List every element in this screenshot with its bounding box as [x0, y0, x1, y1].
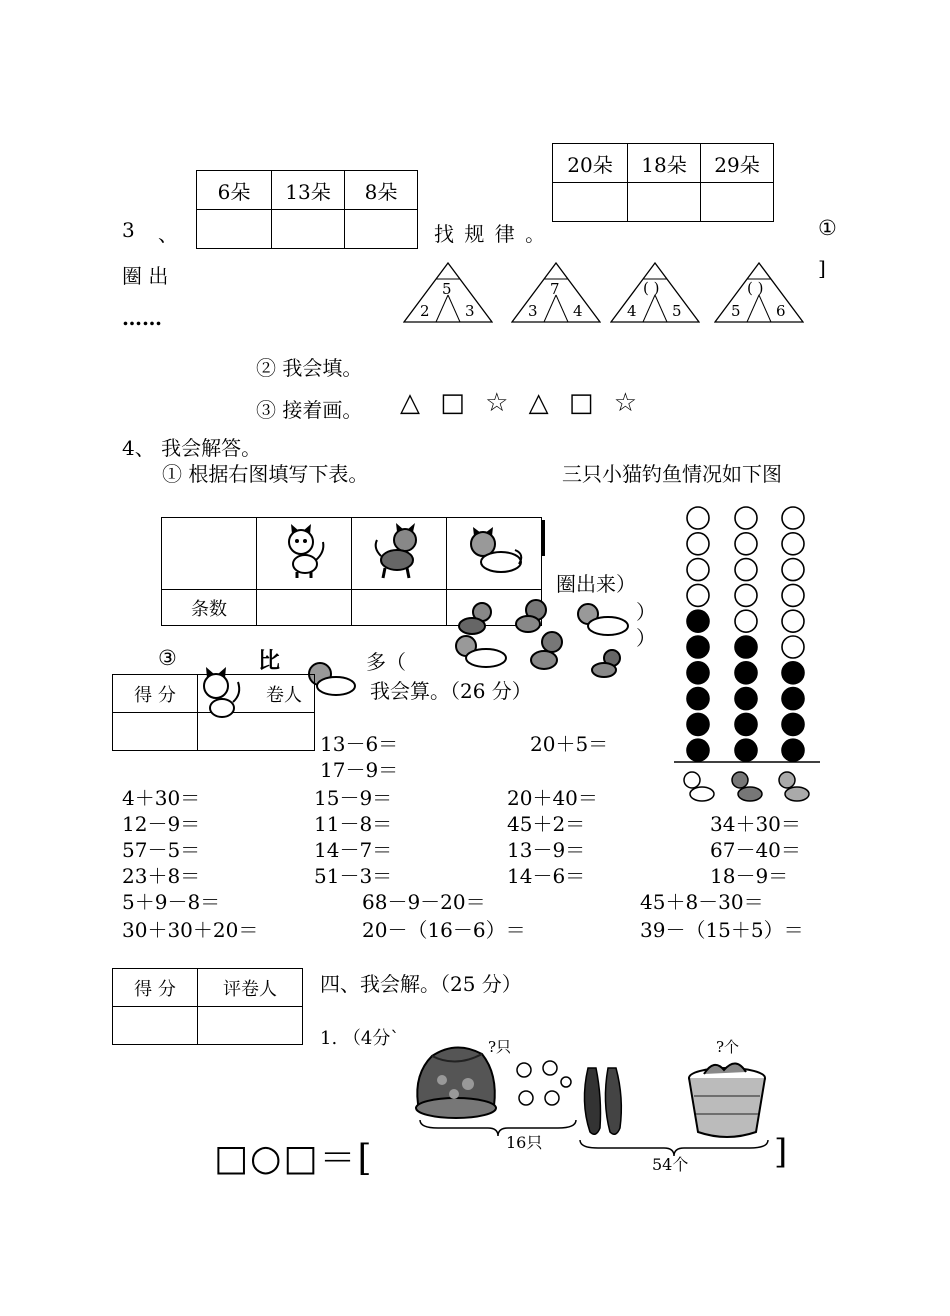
equation-close: ] — [774, 1132, 788, 1172]
tri-left: 3 — [528, 302, 538, 320]
calc-item[interactable]: 13－9＝ — [507, 838, 586, 862]
kitten-2-icon[interactable] — [452, 600, 498, 636]
bead-empty — [687, 533, 709, 555]
kitten-2-icon[interactable] — [510, 598, 554, 634]
bead-empty — [782, 559, 804, 581]
bead-filled — [782, 688, 804, 710]
tri-top: 5 — [442, 280, 452, 298]
calc-item[interactable]: 57－5＝ — [122, 838, 201, 862]
bead-empty — [782, 507, 804, 529]
tri-left: 2 — [420, 302, 430, 320]
circled-three: ③ — [158, 646, 177, 670]
q4-sub1: ① 根据右图填写下表。 — [162, 462, 369, 486]
bead-filled — [782, 713, 804, 735]
answer-cell[interactable] — [257, 590, 352, 626]
tri-right: 4 — [573, 302, 583, 320]
abacus-chart — [672, 500, 832, 810]
kitten-2-icon[interactable] — [524, 630, 570, 674]
chicks-icon — [512, 1058, 572, 1114]
bead-empty — [687, 507, 709, 529]
bead-empty — [735, 533, 757, 555]
calc-item[interactable]: 11－8＝ — [314, 812, 393, 836]
equation[interactable]: □○□＝[ — [214, 1138, 374, 1179]
label-16: 16只 — [506, 1133, 543, 1152]
shape-sequence: △ □ ☆ △ □ ☆ — [400, 388, 644, 418]
q3-dun: 、 — [158, 222, 178, 246]
bead-filled — [687, 688, 709, 710]
section3-title: 我会算。（26 分） — [370, 679, 532, 703]
bead-filled — [735, 662, 757, 684]
calc-item[interactable]: 34＋30＝ — [710, 812, 801, 836]
compare-label: 比 — [258, 648, 281, 674]
bead-filled — [735, 636, 757, 658]
brace-16 — [418, 1118, 578, 1138]
calc-item[interactable]: 14－6＝ — [507, 864, 586, 888]
calc-item[interactable]: 20＋5＝ — [530, 732, 609, 756]
kitten-1-icon — [279, 522, 329, 580]
bead-empty — [782, 636, 804, 658]
tri-top[interactable]: ( ) — [747, 279, 764, 297]
calc-item[interactable]: 20＋40＝ — [507, 786, 598, 810]
score-cell[interactable] — [113, 1007, 198, 1045]
calc-item[interactable]: 13－6＝ — [320, 732, 399, 756]
kitten-3-icon[interactable] — [572, 600, 632, 638]
bead-empty — [735, 584, 757, 606]
circle-out-label: 圈 出 — [122, 264, 169, 288]
chick-cage-icon — [412, 1034, 500, 1122]
score-label: 得 分 — [113, 969, 198, 1007]
tri-left: 4 — [627, 302, 637, 320]
kitten-1-icon — [684, 772, 714, 801]
flower-cell: 6朵 — [197, 171, 272, 210]
kitten-3-icon — [463, 526, 525, 576]
chick-question: ?只 — [488, 1038, 512, 1056]
grader-label: 评卷人 — [198, 969, 303, 1007]
bracket: ] — [818, 256, 826, 280]
calc-item[interactable]: 17－9＝ — [320, 758, 399, 782]
eggplant-icon — [578, 1062, 628, 1140]
calc-item[interactable]: 68－9－20＝ — [362, 890, 486, 914]
section4-title: 四、我会解。（25 分） — [320, 972, 522, 996]
tri-right: 5 — [672, 302, 682, 320]
q4-title: 4、 我会解答。 — [122, 436, 262, 460]
answer-cell[interactable] — [197, 210, 272, 249]
kitten-cell — [352, 518, 447, 590]
bead-empty — [687, 559, 709, 581]
calc-item[interactable]: 18－9＝ — [710, 864, 789, 888]
bead-filled — [687, 739, 709, 761]
kitten-3-icon[interactable] — [450, 632, 510, 670]
label-54: 54个 — [652, 1155, 689, 1174]
kitten-2-icon[interactable] — [588, 648, 628, 678]
tri-left: 5 — [731, 302, 741, 320]
bead-filled — [687, 662, 709, 684]
basket-icon — [684, 1056, 770, 1140]
answer-cell[interactable] — [345, 210, 418, 249]
right-title: 三只小猫钓鱼情况如下图 — [562, 462, 782, 486]
circled-one: ① — [818, 216, 837, 240]
calc-item[interactable]: 20－（16－6）＝ — [362, 918, 526, 942]
calc-item[interactable]: 30＋30＋20＝ — [122, 918, 259, 942]
bead-filled — [782, 739, 804, 761]
calc-item[interactable]: 39－（15＋5）＝ — [640, 918, 804, 942]
bead-empty — [782, 533, 804, 555]
calc-item[interactable]: 15－9＝ — [314, 786, 393, 810]
calc-item[interactable]: 14－7＝ — [314, 838, 393, 862]
bead-filled — [687, 713, 709, 735]
kitten-2-icon — [732, 772, 762, 801]
flower-cell: 18朵 — [628, 144, 701, 183]
number-triangle — [610, 262, 700, 324]
bead-filled — [735, 739, 757, 761]
tri-right: 3 — [465, 302, 475, 320]
calc-item[interactable]: 67－40＝ — [710, 838, 801, 862]
basket-question: ?个 — [716, 1038, 740, 1056]
q3-number: 3 — [122, 218, 135, 242]
score-label: 得 分 — [113, 675, 198, 713]
bead-filled — [782, 662, 804, 684]
flower-cell: 29朵 — [701, 144, 774, 183]
bead-empty — [687, 584, 709, 606]
kitten-cell — [447, 518, 542, 590]
tri-right: 6 — [776, 302, 786, 320]
draw-label: ③ 接着画。 — [256, 398, 363, 422]
calc-item[interactable]: 51－3＝ — [314, 864, 393, 888]
row-label: 条数 — [162, 590, 257, 626]
bead-filled — [735, 688, 757, 710]
calc-item[interactable]: 23＋8＝ — [122, 864, 201, 888]
tri-top[interactable]: ( ) — [643, 279, 660, 297]
bead-filled — [687, 610, 709, 632]
bead-empty — [735, 559, 757, 581]
kitten-3-icon — [779, 772, 809, 801]
more-label: 多（ — [366, 650, 406, 674]
number-triangle — [403, 262, 493, 324]
calc-item[interactable]: 45＋2＝ — [507, 812, 586, 836]
bead-empty — [782, 584, 804, 606]
bead-empty — [735, 507, 757, 529]
answer-cell[interactable] — [628, 183, 701, 222]
calc-item[interactable]: 12－9＝ — [122, 812, 201, 836]
bead-empty — [735, 610, 757, 632]
score-box — [112, 968, 303, 1045]
question-1: 1. （4分` — [320, 1028, 400, 1049]
answer-cell[interactable] — [553, 183, 628, 222]
answer-cell[interactable] — [352, 590, 447, 626]
grader-cell[interactable] — [198, 1007, 303, 1045]
flower-table-right — [552, 143, 774, 222]
kitten-1-icon — [198, 664, 244, 724]
kitten-2-icon — [371, 522, 427, 580]
bead-filled — [735, 713, 757, 735]
calc-item[interactable]: 45＋8－30＝ — [640, 890, 764, 914]
flower-cell: 20朵 — [553, 144, 628, 183]
grader-label: 卷人 — [198, 675, 315, 713]
number-triangle — [511, 262, 601, 324]
find-rule-label: 找 规 律 。 — [434, 222, 548, 246]
circle-out-text: 圈出来） — [556, 572, 636, 596]
bead-filled — [687, 636, 709, 658]
paren: ） — [636, 600, 656, 624]
flower-table-left — [196, 170, 418, 249]
tri-top: 7 — [550, 280, 560, 298]
score-cell[interactable] — [113, 713, 198, 751]
bead-empty — [782, 610, 804, 632]
flower-cell: 13朵 — [272, 171, 345, 210]
number-triangle — [714, 262, 804, 324]
answer-cell[interactable] — [272, 210, 345, 249]
paren: ） — [636, 626, 656, 650]
fill-label: ② 我会填。 — [256, 356, 363, 380]
calc-item[interactable]: 4＋30＝ — [122, 786, 201, 810]
answer-cell[interactable] — [701, 183, 774, 222]
table-edge — [541, 520, 545, 556]
calc-item[interactable]: 5＋9－8＝ — [122, 890, 221, 914]
flower-cell: 8朵 — [345, 171, 418, 210]
kitten-cell — [257, 518, 352, 590]
ellipsis: …… — [122, 306, 162, 330]
